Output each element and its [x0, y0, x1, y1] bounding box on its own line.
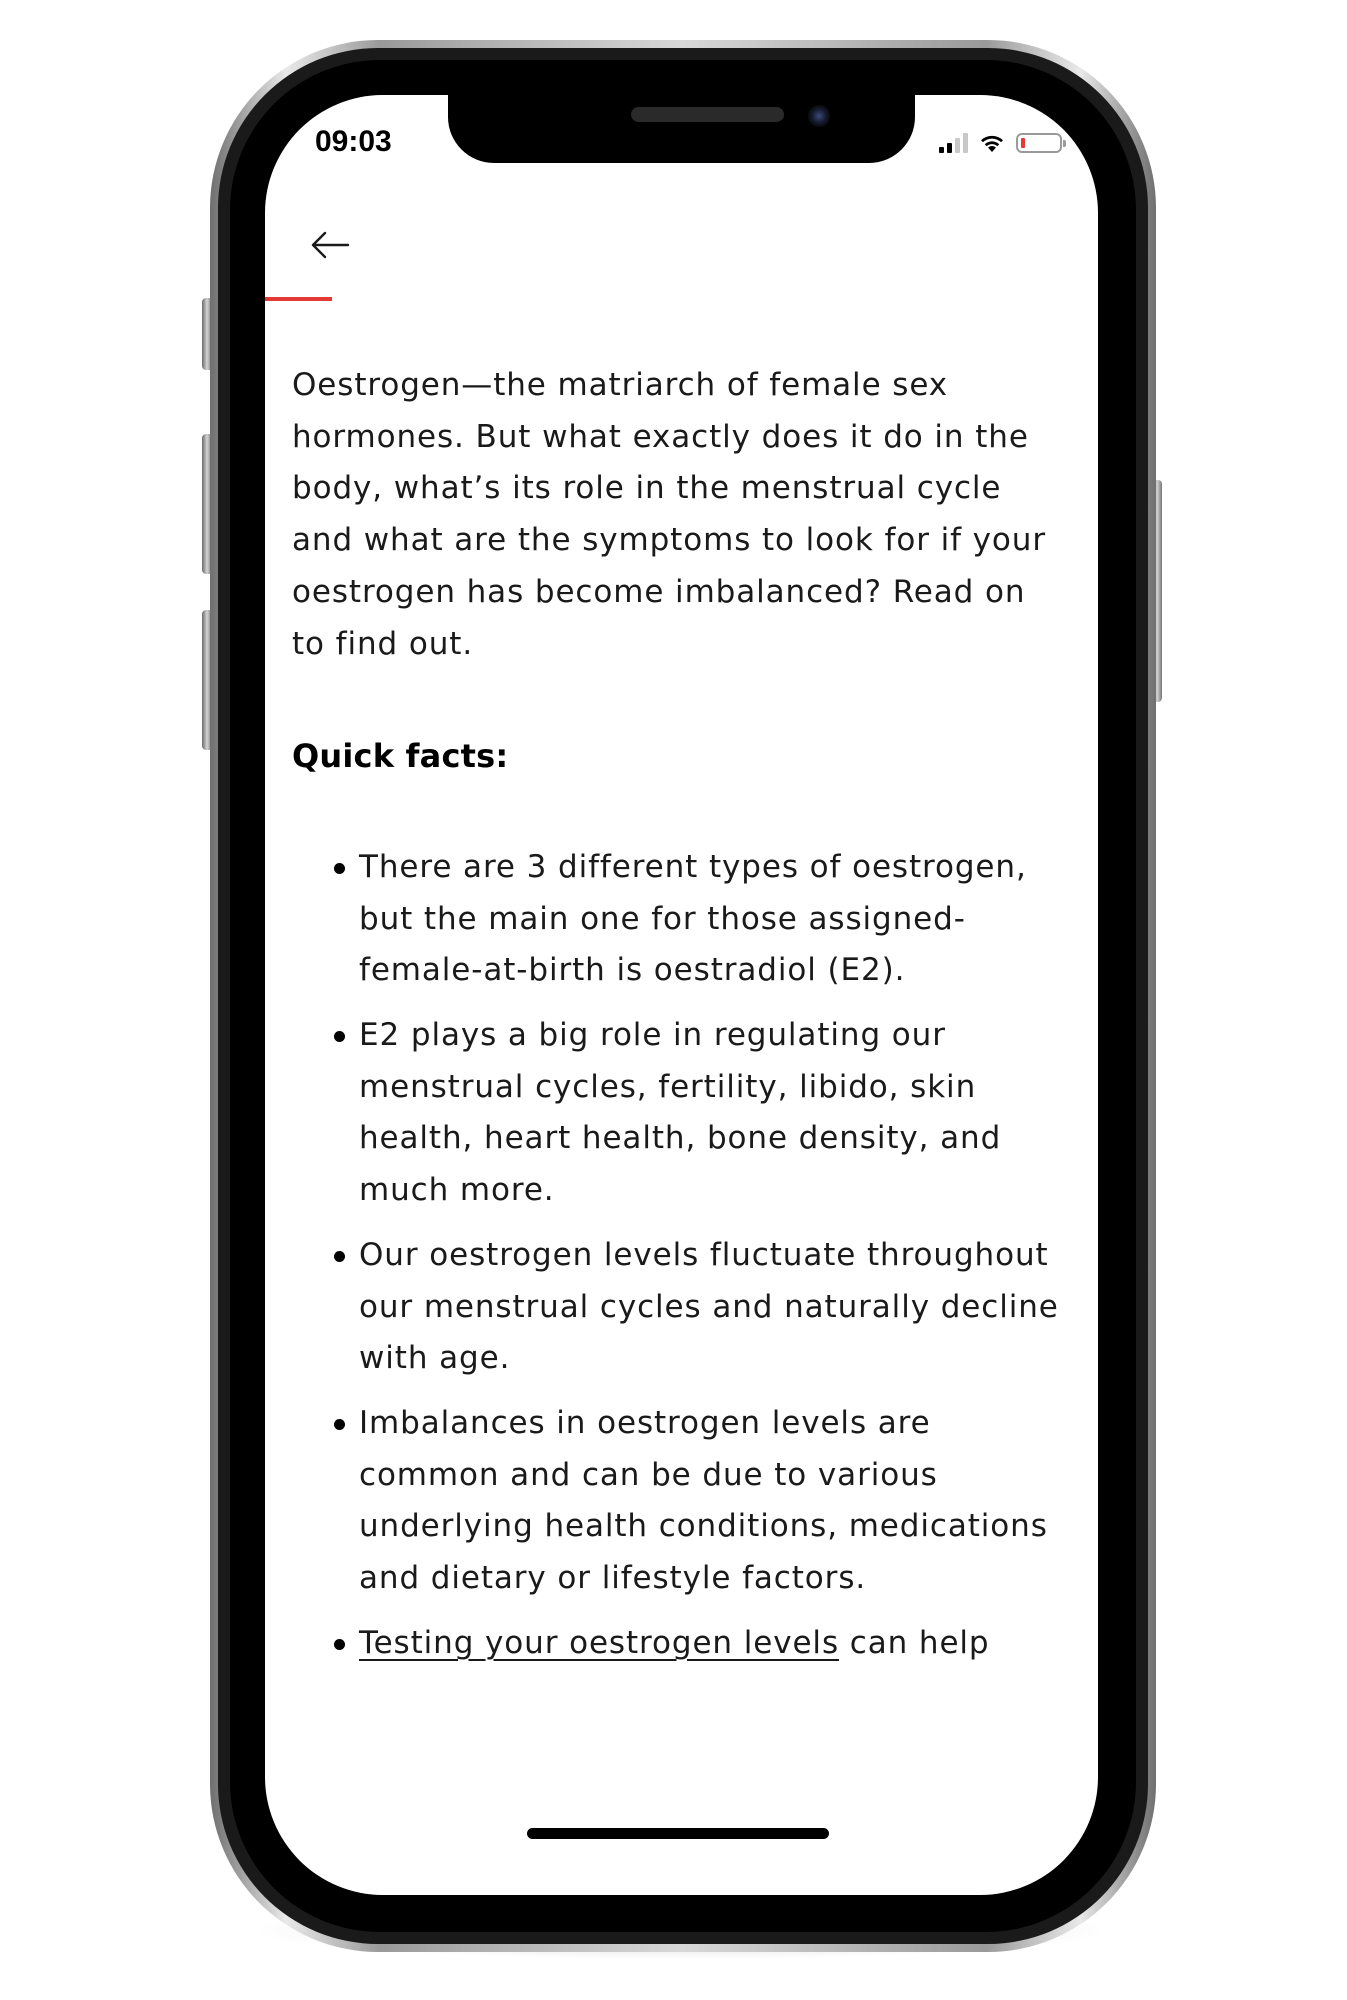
speaker-grille	[631, 107, 784, 122]
home-indicator[interactable]	[527, 1828, 829, 1839]
notch	[448, 95, 915, 163]
quick-facts-list	[292, 842, 1062, 1670]
wifi-icon	[978, 132, 1006, 154]
status-icons	[939, 131, 1062, 155]
cellular-signal-icon	[939, 133, 968, 153]
reading-progress-fill	[265, 297, 332, 301]
testing-oestrogen-link[interactable]: Testing your oestrogen levels	[359, 1624, 839, 1661]
status-time: 09:03	[315, 125, 392, 158]
back-button[interactable]	[305, 220, 355, 270]
list-item: Our oestrogen levels fluctuate throughout our menstrual cycles and naturally decline with age.	[292, 1230, 1062, 1385]
list-item-text: can help	[839, 1624, 990, 1661]
article-content	[292, 360, 1062, 1682]
list-item	[292, 1618, 1062, 1670]
arrow-left-icon	[308, 230, 352, 260]
phone-screen	[265, 95, 1098, 1895]
list-item: E2 plays a big role in regulating our menstrual cycles, fertility, libido, skin health, heart health, bone density, and much more.	[292, 1010, 1062, 1217]
front-camera	[808, 105, 830, 127]
article-intro: Oestrogen—the matriarch of female sex hormones. But what exactly does it do in the body, what’s its role in the menstrual cycle and what are the symptoms to look for if your oestrogen has become imbalanced? Read on to find out.	[292, 367, 1046, 662]
quick-facts-heading: Quick facts:	[292, 737, 509, 776]
list-item: Imbalances in oestrogen levels are common and can be due to various underlying health conditions, medications and dietary or lifestyle factors.	[292, 1398, 1062, 1605]
battery-icon	[1016, 133, 1062, 153]
reading-progress-bar	[265, 297, 1098, 301]
list-item: There are 3 different types of oestrogen, but the main one for those assigned-female-at-birth is oestradiol (E2).	[292, 842, 1062, 997]
battery-level	[1021, 138, 1025, 148]
